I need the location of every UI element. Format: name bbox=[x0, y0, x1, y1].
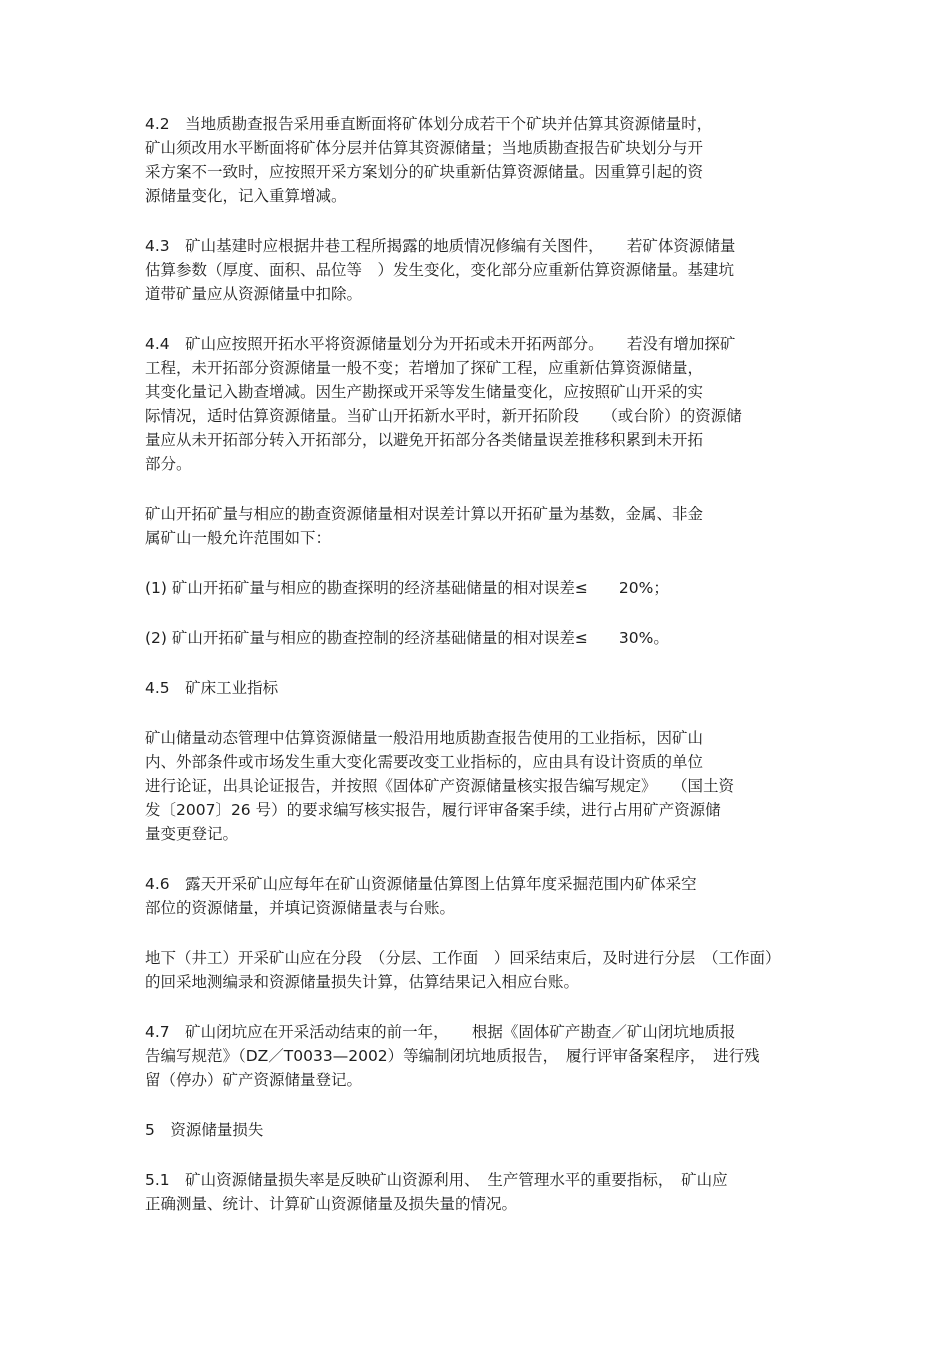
text-line: 4.7 矿山闭坑应在开采活动结束的前一年， 根据《固体矿产勘查／矿山闭坑地质报 bbox=[145, 1023, 736, 1041]
paragraph-p-4-7 bbox=[145, 1020, 810, 1092]
paragraph-p-4-4 bbox=[145, 332, 810, 476]
paragraph-p-item-2 bbox=[145, 626, 810, 650]
text-line: 矿山开拓矿量与相应的勘查资源储量相对误差计算以开拓矿量为基数，金属、非金 bbox=[145, 505, 704, 523]
text-line: 矿山须改用水平断面将矿体分层并估算其资源储量；当地质勘查报告矿块划分与开 bbox=[145, 139, 704, 157]
paragraph-p-4-5-body bbox=[145, 726, 810, 846]
paragraph-p-4-3 bbox=[145, 234, 810, 306]
text-line: 4.2 当地质勘查报告采用垂直断面将矿体划分成若干个矿块并估算其资源储量时， bbox=[145, 115, 713, 133]
text-line: 量变更登记。 bbox=[145, 825, 239, 843]
paragraph-p-5-1 bbox=[145, 1168, 810, 1216]
text-line: 4.6 露天开采矿山应每年在矿山资源储量估算图上估算年度采掘范围内矿体采空 bbox=[145, 875, 697, 893]
paragraph-p-4-2 bbox=[145, 112, 810, 208]
text-line: 告编写规范》（DZ／T0033—2002）等编制闭坑地质报告， 履行评审备案程序， 进行残 bbox=[145, 1047, 760, 1065]
text-line: 量应从未开拓部分转入开拓部分，以避免开拓部分各类储量误差推移积累到未开拓 bbox=[145, 431, 704, 449]
text-line: 采方案不一致时，应按照开采方案划分的矿块重新估算资源储量。因重算引起的资 bbox=[145, 163, 704, 181]
text-line: 4.5 矿床工业指标 bbox=[145, 679, 279, 697]
text-line: 工程，未开拓部分资源储量一般不变；若增加了探矿工程，应重新估算资源储量， bbox=[145, 359, 704, 377]
text-line: 4.3 矿山基建时应根据井巷工程所揭露的地质情况修编有关图件， 若矿体资源储量 bbox=[145, 237, 736, 255]
text-line: (2) 矿山开拓矿量与相应的勘查控制的经济基础储量的相对误差≤ 30%。 bbox=[145, 629, 669, 647]
text-line: 其变化量记入勘查增减。因生产勘探或开采等发生储量变化，应按照矿山开采的实 bbox=[145, 383, 704, 401]
text-line: 地下（井工）开采矿山应在分段 （分层、工作面 ）回采结束后，及时进行分层 （工作面） bbox=[145, 949, 781, 967]
text-line: 5 资源储量损失 bbox=[145, 1121, 264, 1139]
text-line: 留（停办）矿产资源储量登记。 bbox=[145, 1071, 363, 1089]
paragraph-p-error-intro bbox=[145, 502, 810, 550]
text-line: 估算参数（厚度、面积、品位等 ）发生变化，变化部分应重新估算资源储量。基建坑 bbox=[145, 261, 735, 279]
text-line: 内、外部条件或市场发生重大变化需要改变工业指标的，应由具有设计资质的单位 bbox=[145, 753, 704, 771]
text-line: 进行论证，出具论证报告，并按照《固体矿产资源储量核实报告编写规定》 （国土资 bbox=[145, 777, 735, 795]
text-line: 源储量变化，记入重算增减。 bbox=[145, 187, 347, 205]
text-line: 的回采地测编录和资源储量损失计算，估算结果记入相应台账。 bbox=[145, 973, 580, 991]
text-line: (1) 矿山开拓矿量与相应的勘查探明的经济基础储量的相对误差≤ 20%； bbox=[145, 579, 669, 597]
paragraph-p-4-6 bbox=[145, 872, 810, 920]
text-line: 5.1 矿山资源储量损失率是反映矿山资源利用、 生产管理水平的重要指标， 矿山应 bbox=[145, 1171, 728, 1189]
paragraph-p-4-5-heading bbox=[145, 676, 810, 700]
text-line: 际情况，适时估算资源储量。当矿山开拓新水平时，新开拓阶段 （或台阶）的资源储 bbox=[145, 407, 742, 425]
text-line: 道带矿量应从资源储量中扣除。 bbox=[145, 285, 363, 303]
text-line: 部位的资源储量，并填记资源储量表与台账。 bbox=[145, 899, 456, 917]
paragraph-p-item-1 bbox=[145, 576, 810, 600]
text-line: 部分。 bbox=[145, 455, 192, 473]
text-line: 属矿山一般允许范围如下： bbox=[145, 529, 332, 547]
text-line: 矿山储量动态管理中估算资源储量一般沿用地质勘查报告使用的工业指标，因矿山 bbox=[145, 729, 704, 747]
text-line: 发〔2007〕26 号）的要求编写核实报告，履行评审备案手续，进行占用矿产资源储 bbox=[145, 801, 721, 819]
text-line: 4.4 矿山应按照开拓水平将资源储量划分为开拓或未开拓两部分。 若没有增加探矿 bbox=[145, 335, 736, 353]
paragraph-p-underground bbox=[145, 946, 810, 994]
paragraph-p-5-heading bbox=[145, 1118, 810, 1142]
text-line: 正确测量、统计、计算矿山资源储量及损失量的情况。 bbox=[145, 1195, 518, 1213]
document-body bbox=[145, 112, 810, 1242]
